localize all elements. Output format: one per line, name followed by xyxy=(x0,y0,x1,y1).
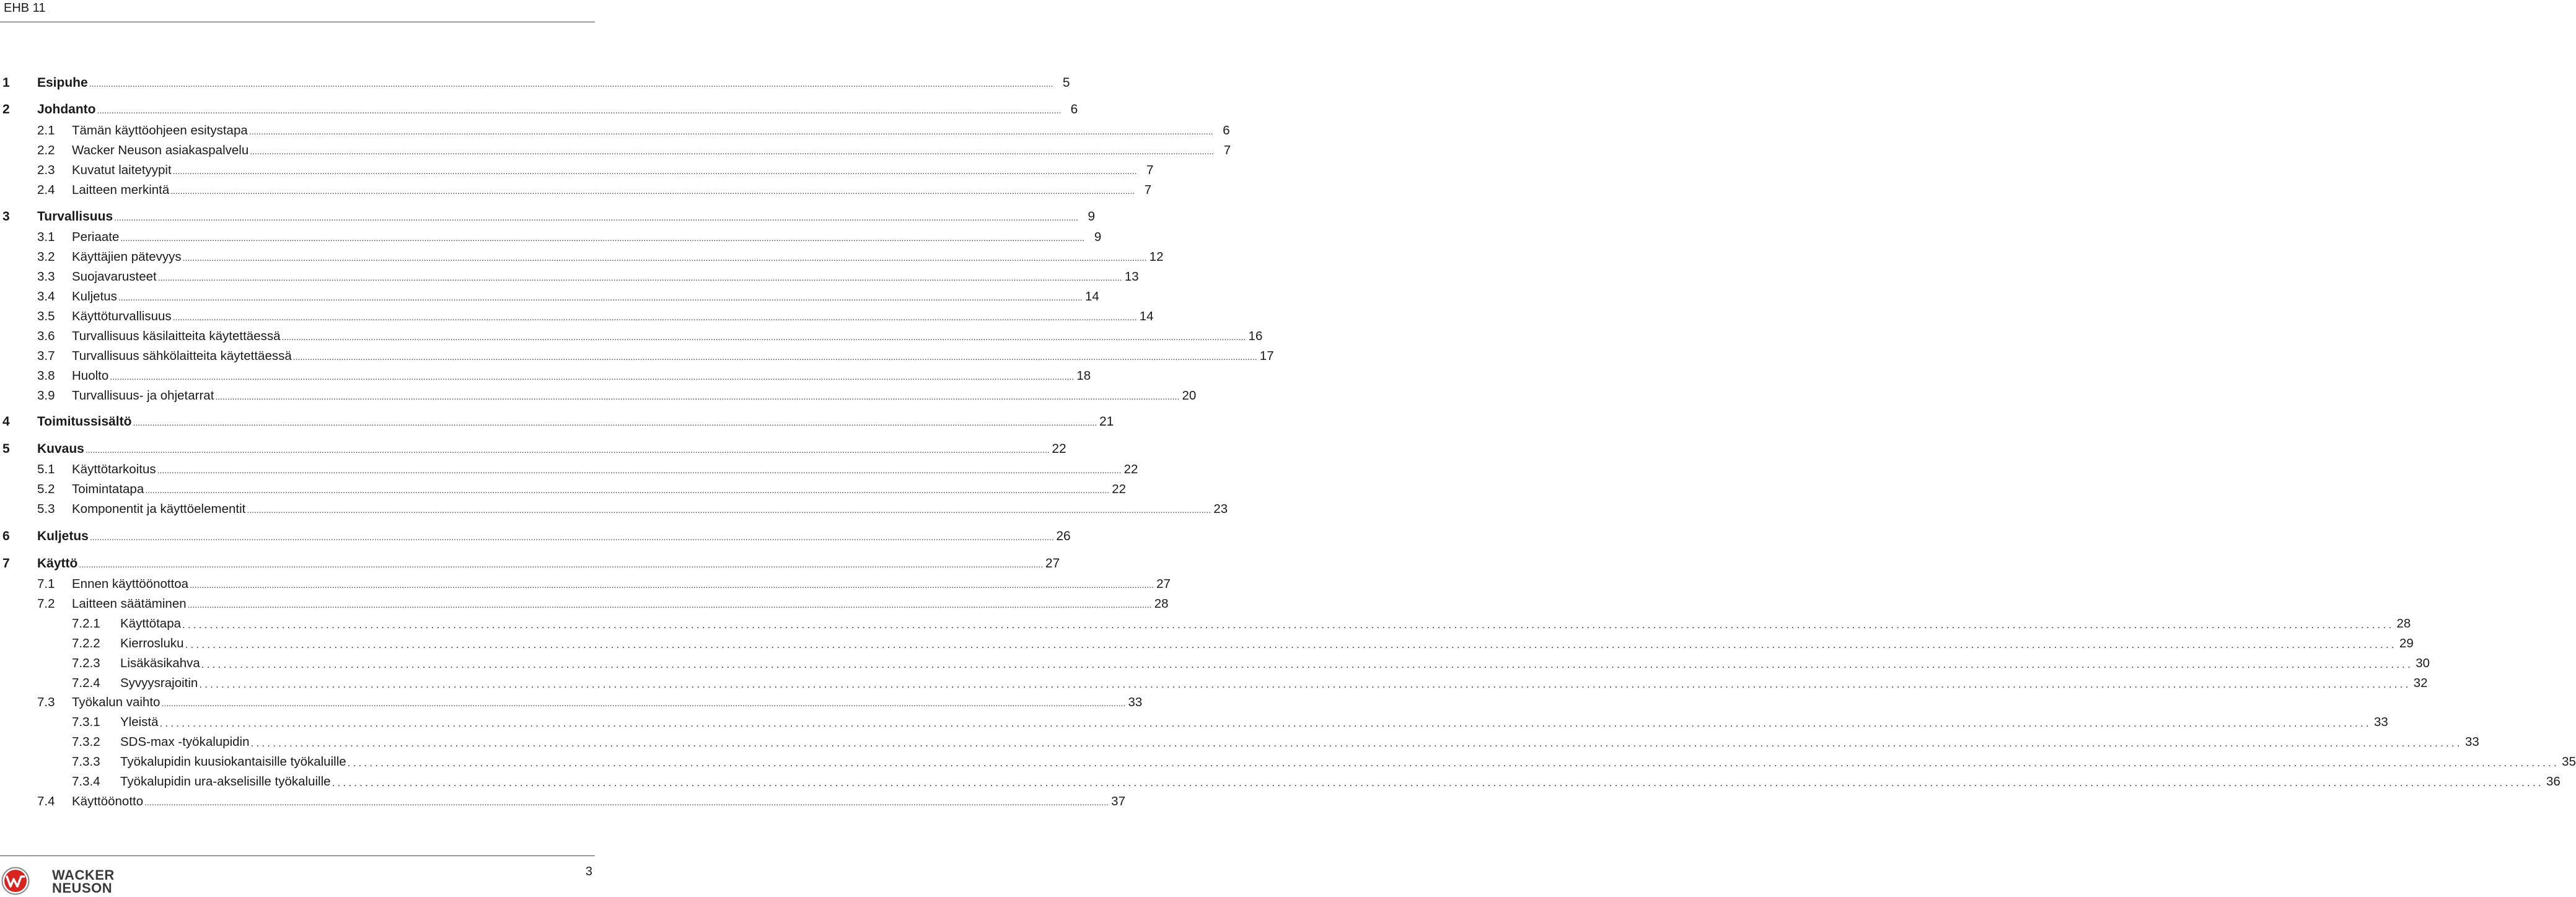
toc-entry-title: Käyttötapa xyxy=(120,616,182,631)
toc-entry[interactable] xyxy=(0,180,1152,198)
toc-entry[interactable] xyxy=(0,346,1274,364)
toc-entry-page: 5 xyxy=(1062,76,1070,90)
toc-entry-title: Wacker Neuson asiakaspalvelu xyxy=(72,143,249,157)
toc-entry[interactable] xyxy=(0,160,1154,178)
toc-entry-title: Työkalun vaihto xyxy=(72,695,160,709)
toc-entry-page: 29 xyxy=(2399,636,2414,650)
toc-entry-number: 3.5 xyxy=(37,309,55,323)
toc-entry-number: 1 xyxy=(2,76,10,90)
dot-leader: ................................................................................................................................................................................................................................................................................................................................................................................................................ xyxy=(110,372,1075,382)
dot-leader: ................................................................................................................................................................................................................................................................................................................................................................................................................ xyxy=(145,485,1110,495)
dot-leader: ................................................................................................................................................................................................................................................................................................................................................................................................................ xyxy=(144,797,1109,807)
toc-entry-number: 3.4 xyxy=(37,289,55,304)
toc-entry-page: 30 xyxy=(2416,656,2430,670)
toc-entry-page: 9 xyxy=(1094,230,1102,244)
dot-leader: ................................................................................................................................................................................................................................................................................................................................................................................................................ xyxy=(187,600,1152,610)
toc-entry[interactable] xyxy=(0,752,2576,769)
toc-entry[interactable] xyxy=(0,247,1164,265)
toc-entry-title: Turvallisuus sähkölaitteita käytettäessä xyxy=(72,349,292,363)
toc-entry[interactable] xyxy=(0,460,1138,477)
toc-entry[interactable] xyxy=(0,439,1066,457)
toc-entry-number: 3.2 xyxy=(37,250,55,264)
toc-entry[interactable] xyxy=(0,100,1078,117)
toc-entry-title: Tämän käyttöohjeen esitystapa xyxy=(72,123,248,138)
dot-leader: ................................................................................................................................................................................................................................................................................................................................................................................................................ xyxy=(89,532,1054,542)
toc-entry[interactable] xyxy=(0,772,2561,789)
toc-entry-number: 7.3.1 xyxy=(72,715,100,729)
toc-entry-number: 7.3.3 xyxy=(72,755,100,769)
toc-entry-number: 3 xyxy=(2,209,10,224)
toc-entry-number: 5 xyxy=(2,442,10,456)
dot-leader: ................................................................................................................................................................................................................................................................................................................................................................................................................ xyxy=(281,332,1246,342)
toc-entry-number: 7.3.2 xyxy=(72,735,100,749)
toc-entry-number: 7.3.4 xyxy=(72,774,100,789)
toc-entry-page: 22 xyxy=(1112,482,1127,496)
toc-entry-number: 2 xyxy=(2,102,10,116)
toc-entry-title: Suojavarusteet xyxy=(72,269,157,284)
toc-entry-page: 20 xyxy=(1182,388,1197,403)
toc-entry[interactable] xyxy=(0,614,2411,631)
dot-leader: ................................................................................................................................................................................................................................................................................................................................................................................................................ xyxy=(157,273,1122,282)
toc-entry-page: 22 xyxy=(1123,462,1138,476)
toc-entry-page: 21 xyxy=(1099,414,1114,429)
toc-entry-number: 5.3 xyxy=(37,502,55,516)
toc-entry-number: 3.7 xyxy=(37,349,55,363)
page-number: 3 xyxy=(585,865,592,878)
toc-entry-title: Kuvaus xyxy=(37,442,84,456)
toc-entry-title: Laitteen merkintä xyxy=(72,183,170,197)
toc-entry-page: 7 xyxy=(1146,163,1154,177)
toc-entry[interactable] xyxy=(0,792,1125,809)
dot-leader: ................................................................................................................................................................................................................................................................................................................................................................................................................ xyxy=(199,678,2411,690)
toc-entry-number: 7.2 xyxy=(37,597,55,611)
brand-wordmark-line-2: NEUSON xyxy=(52,880,113,896)
toc-entry-page: 16 xyxy=(1248,329,1263,343)
toc-entry-page: 26 xyxy=(1056,529,1071,543)
toc-entry-title: Turvallisuus käsilaitteita käytettäessä xyxy=(72,329,281,343)
dot-leader: ................................................................................................................................................................................................................................................................................................................................................................................................................ xyxy=(248,126,1213,136)
toc-entry-page: 37 xyxy=(1111,794,1125,808)
toc-entry-number: 6 xyxy=(2,529,10,543)
dot-leader: ................................................................................................................................................................................................................................................................................................................................................................................................................ xyxy=(182,253,1147,263)
dot-leader: ................................................................................................................................................................................................................................................................................................................................................................................................................ xyxy=(250,737,2463,749)
toc-entry[interactable] xyxy=(0,732,2479,750)
toc-entry-title: Työkalupidin ura-akselisille työkaluille xyxy=(120,774,331,789)
toc-entry-number: 7.2.2 xyxy=(72,636,100,650)
toc-entry-page: 28 xyxy=(2396,616,2411,631)
brand-wordmark xyxy=(52,869,115,895)
toc-entry-page: 36 xyxy=(2546,774,2561,789)
toc-entry-number: 3.8 xyxy=(37,369,55,383)
toc-entry[interactable] xyxy=(0,479,1127,497)
toc-entry-title: Laitteen säätäminen xyxy=(72,597,187,611)
dot-leader: ................................................................................................................................................................................................................................................................................................................................................................................................................ xyxy=(292,352,1257,362)
toc-entry-title: Kuljetus xyxy=(72,289,117,304)
toc-entry-number: 7.1 xyxy=(37,577,55,591)
toc-entry[interactable] xyxy=(0,207,1096,224)
toc-entry-title: Huolto xyxy=(72,369,109,383)
wacker-neuson-logo-icon xyxy=(1,867,30,895)
dot-leader: ................................................................................................................................................................................................................................................................................................................................................................................................................ xyxy=(250,146,1215,156)
dot-leader: ................................................................................................................................................................................................................................................................................................................................................................................................................ xyxy=(201,659,2414,670)
toc-entry-title: Käyttöturvallisuus xyxy=(72,309,172,323)
toc-entry-page: 7 xyxy=(1144,183,1152,197)
toc-entry-page: 33 xyxy=(2373,715,2388,729)
toc-entry-number: 3.6 xyxy=(37,329,55,343)
toc-entry[interactable] xyxy=(0,73,1070,90)
running-header: EHB 11 xyxy=(4,1,46,15)
toc-entry-page: 27 xyxy=(1045,556,1060,571)
toc-entry-title: Johdanto xyxy=(37,102,96,116)
toc-entry-page: 18 xyxy=(1076,369,1091,383)
toc-entry-title: Toimitussisältö xyxy=(37,414,132,429)
toc-entry-title: Lisäkäsikahva xyxy=(120,656,200,670)
toc-entry[interactable] xyxy=(0,267,1139,284)
toc-entry-title: Käyttötarkoitus xyxy=(72,462,156,476)
toc-entry[interactable] xyxy=(0,499,1228,517)
dot-leader: ................................................................................................................................................................................................................................................................................................................................................................................................................ xyxy=(247,505,1211,515)
toc-entry[interactable] xyxy=(0,654,2430,671)
toc-entry-title: Kuljetus xyxy=(37,529,89,543)
toc-entry-page: 27 xyxy=(1156,577,1171,591)
toc-entry[interactable] xyxy=(0,227,1102,245)
toc-entry-number: 2.3 xyxy=(37,163,55,177)
dot-leader: ................................................................................................................................................................................................................................................................................................................................................................................................................ xyxy=(172,166,1137,176)
brand-wordmark-line-1: WACKER xyxy=(52,867,115,883)
dot-leader: ................................................................................................................................................................................................................................................................................................................................................................................................................ xyxy=(79,559,1044,569)
dot-leader: ................................................................................................................................................................................................................................................................................................................................................................................................................ xyxy=(133,418,1097,427)
toc-entry-number: 2.1 xyxy=(37,123,55,138)
toc-entry-number: 2.2 xyxy=(37,143,55,157)
toc-entry-page: 28 xyxy=(1154,597,1169,611)
toc-entry-number: 7.3 xyxy=(37,695,55,709)
toc-entry-number: 7.2.3 xyxy=(72,656,100,670)
dot-leader: ................................................................................................................................................................................................................................................................................................................................................................................................................ xyxy=(161,698,1126,708)
dot-leader: ................................................................................................................................................................................................................................................................................................................................................................................................................ xyxy=(118,292,1083,302)
toc-entry-title: Kuvatut laitetyypit xyxy=(72,163,172,177)
toc-entry-number: 7 xyxy=(2,556,10,571)
toc-entry-title: SDS-max -työkalupidin xyxy=(120,735,250,749)
toc-entry[interactable] xyxy=(0,693,1143,710)
dot-leader: ................................................................................................................................................................................................................................................................................................................................................................................................................ xyxy=(159,717,2372,729)
dot-leader: ................................................................................................................................................................................................................................................................................................................................................................................................................ xyxy=(347,757,2559,769)
dot-leader: ................................................................................................................................................................................................................................................................................................................................................................................................................ xyxy=(114,212,1079,222)
dot-leader: ................................................................................................................................................................................................................................................................................................................................................................................................................ xyxy=(170,186,1135,196)
bottom-rule xyxy=(0,855,595,856)
dot-leader: ................................................................................................................................................................................................................................................................................................................................................................................................................ xyxy=(182,619,2394,631)
toc-entry-page: 12 xyxy=(1149,250,1164,264)
toc-entry-page: 6 xyxy=(1223,123,1230,138)
toc-entry[interactable] xyxy=(0,412,1114,429)
toc-entry-number: 7.4 xyxy=(37,794,55,808)
toc-entry-title: Turvallisuus xyxy=(37,209,113,224)
toc-entry[interactable] xyxy=(0,386,1197,403)
toc-entry-page: 22 xyxy=(1052,442,1066,456)
toc-entry-title: Esipuhe xyxy=(37,76,88,90)
toc-entry[interactable] xyxy=(0,594,1169,611)
toc-entry-title: Käyttäjien pätevyys xyxy=(72,250,182,264)
toc-entry-title: Työkalupidin kuusiokantaisille työkaluille xyxy=(120,755,346,769)
toc-entry-title: Yleistä xyxy=(120,715,159,729)
dot-leader: ................................................................................................................................................................................................................................................................................................................................................................................................................ xyxy=(85,445,1050,455)
toc-entry-title: Kierrosluku xyxy=(120,636,184,650)
dot-leader: ................................................................................................................................................................................................................................................................................................................................................................................................................ xyxy=(185,639,2397,650)
toc-entry-number: 3.9 xyxy=(37,388,55,403)
dot-leader: ................................................................................................................................................................................................................................................................................................................................................................................................................ xyxy=(215,392,1180,401)
toc-entry-title: Periaate xyxy=(72,230,120,244)
toc-entry-title: Toimintatapa xyxy=(72,482,144,496)
toc-entry[interactable] xyxy=(0,307,1154,324)
toc-entry-number: 3.3 xyxy=(37,269,55,284)
toc-entry-title: Komponentit ja käyttöelementit xyxy=(72,502,246,516)
toc-entry[interactable] xyxy=(0,366,1091,383)
dot-leader: ................................................................................................................................................................................................................................................................................................................................................................................................................ xyxy=(157,465,1122,475)
toc-entry-page: 14 xyxy=(1139,309,1154,323)
toc-entry-page: 14 xyxy=(1084,289,1099,304)
toc-entry-page: 17 xyxy=(1259,349,1274,363)
toc-entry[interactable] xyxy=(0,712,2388,730)
toc-entry[interactable] xyxy=(0,673,2428,691)
toc-entry-number: 5.1 xyxy=(37,462,55,476)
toc-entry-page: 33 xyxy=(1128,695,1143,709)
dot-leader: ................................................................................................................................................................................................................................................................................................................................................................................................................ xyxy=(120,233,1085,243)
dot-leader: ................................................................................................................................................................................................................................................................................................................................................................................................................ xyxy=(89,79,1053,89)
toc-entry-page: 23 xyxy=(1213,502,1228,516)
toc-entry-page: 32 xyxy=(2413,676,2428,690)
toc-entry[interactable] xyxy=(0,554,1060,571)
toc-entry-title: Käyttö xyxy=(37,556,78,571)
dot-leader: ................................................................................................................................................................................................................................................................................................................................................................................................................ xyxy=(190,580,1154,590)
toc-entry[interactable] xyxy=(0,527,1071,544)
dot-leader: ................................................................................................................................................................................................................................................................................................................................................................................................................ xyxy=(172,312,1137,322)
toc-entry-number: 7.2.1 xyxy=(72,616,100,631)
toc-entry-title: Turvallisuus- ja ohjetarrat xyxy=(72,388,214,403)
toc-entry-title: Ennen käyttöönottoa xyxy=(72,577,189,591)
toc-entry[interactable] xyxy=(0,326,1263,344)
toc-entry-number: 7.2.4 xyxy=(72,676,100,690)
toc-entry-number: 3.1 xyxy=(37,230,55,244)
toc-entry[interactable] xyxy=(0,287,1099,304)
dot-leader: ................................................................................................................................................................................................................................................................................................................................................................................................................ xyxy=(332,777,2544,789)
toc-entry[interactable] xyxy=(0,574,1171,592)
toc-entry-page: 9 xyxy=(1088,209,1096,224)
toc-entry[interactable] xyxy=(0,634,2414,651)
toc-entry-page: 33 xyxy=(2464,735,2479,749)
toc-entry[interactable] xyxy=(0,141,1231,158)
toc-entry-page: 7 xyxy=(1223,143,1231,157)
toc-entry-page: 6 xyxy=(1070,102,1078,116)
toc-entry-page: 35 xyxy=(2562,755,2576,769)
toc-entry-page: 13 xyxy=(1124,269,1139,284)
dot-leader: ................................................................................................................................................................................................................................................................................................................................................................................................................ xyxy=(97,105,1062,115)
toc-entry-number: 4 xyxy=(2,414,10,429)
toc-entry-number: 2.4 xyxy=(37,183,55,197)
toc-entry-number: 5.2 xyxy=(37,482,55,496)
toc-entry-title: Syvyysrajoitin xyxy=(120,676,198,690)
toc-entry-title: Käyttöönotto xyxy=(72,794,144,808)
toc-entry[interactable] xyxy=(0,121,1230,138)
